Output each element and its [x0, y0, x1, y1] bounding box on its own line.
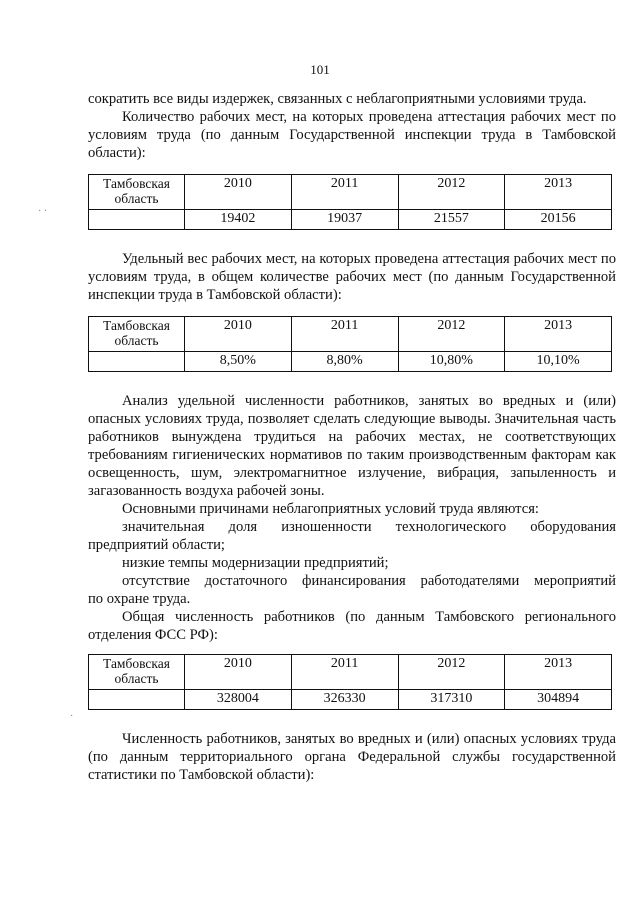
- table-header-year: 2011: [291, 317, 398, 352]
- table-cell-region: Тамбовская область: [89, 655, 185, 690]
- table-cell-value: 304894: [505, 690, 612, 710]
- table-row: [89, 175, 612, 210]
- table-cell-region: Тамбовская область: [89, 175, 185, 210]
- table-cell-empty: [89, 690, 185, 710]
- paragraph-2: Количество рабочих мест, на которых проведена аттестация рабочих мест по условиям труда (по данным Государственной инспекции труда в Тамбовской области):: [88, 109, 616, 161]
- table-total-workers: [88, 654, 612, 710]
- table-cell-value: 10,80%: [398, 352, 505, 372]
- paragraph-4: Анализ удельной численности работников, занятых во вредных и (или) опасных условиях труда, позволяет сделать следующие выводы. Значительная часть работников вынуждена трудиться на рабочих местах, не соответствующих требованиям гигиенических нормативов по таким производственным факторам как освещенность, шум, электромагнитное излучение, вибрация, запыленность и загазованность воздуха рабочей зоны.: [88, 393, 616, 499]
- table-header-year: 2010: [185, 317, 292, 352]
- page-number: 101: [310, 62, 330, 77]
- table-cell-value: 10,10%: [505, 352, 612, 372]
- table-row: [89, 655, 612, 690]
- paragraph-3: Удельный вес рабочих мест, на которых проведена аттестация рабочих мест по условиям труда, в общем количестве рабочих мест (по данным Государственной инспекции труда в Тамбовской области):: [88, 251, 616, 303]
- table-attested-share: [88, 316, 612, 372]
- paragraph-7: Численность работников, занятых во вредных и (или) опасных условиях труда (по данным территориального органа Федеральной службы государственной статистики по Тамбовской области):: [88, 731, 616, 783]
- table-cell-value: 328004: [185, 690, 292, 710]
- table-header-year: 2013: [505, 655, 612, 690]
- table-header-year: 2011: [291, 655, 398, 690]
- list-item-3-line-2: по охране труда.: [88, 591, 191, 607]
- table-header-year: 2012: [398, 317, 505, 352]
- paragraph-6: Общая численность работников (по данным Тамбовского регионального отделения ФСС РФ):: [88, 609, 616, 643]
- paragraph-1: сократить все виды издержек, связанных с неблагоприятными условиями труда.: [88, 91, 587, 107]
- table-row: [89, 317, 612, 352]
- table-cell-value: 8,50%: [185, 352, 292, 372]
- table-cell-empty: [89, 210, 185, 230]
- table-cell-value: 20156: [505, 210, 612, 230]
- table-header-year: 2011: [291, 175, 398, 210]
- table-header-year: 2012: [398, 655, 505, 690]
- list-item-2: низкие темпы модернизации предприятий;: [122, 555, 389, 571]
- table-cell-region: Тамбовская область: [89, 317, 185, 352]
- table-row: [89, 210, 612, 230]
- table-cell-value: 19037: [291, 210, 398, 230]
- scan-speck: · ·: [38, 206, 48, 217]
- table-header-year: 2010: [185, 175, 292, 210]
- table-header-year: 2013: [505, 317, 612, 352]
- table-attested-workplaces: [88, 174, 612, 230]
- table-header-year: 2010: [185, 655, 292, 690]
- table-cell-value: 21557: [398, 210, 505, 230]
- table-cell-value: 8,80%: [291, 352, 398, 372]
- scan-speck: ·: [70, 711, 74, 722]
- list-item-1-line-2: предприятий области;: [88, 537, 225, 553]
- table-header-year: 2012: [398, 175, 505, 210]
- table-row: [89, 690, 612, 710]
- table-row: [89, 352, 612, 372]
- table-cell-value: 19402: [185, 210, 292, 230]
- list-item-3-line-1: отсутствие достаточного финансирования работодателями мероприятий: [122, 573, 616, 589]
- table-cell-value: 326330: [291, 690, 398, 710]
- table-header-year: 2013: [505, 175, 612, 210]
- paragraph-5: Основными причинами неблагоприятных условий труда являются:: [122, 501, 539, 517]
- table-cell-value: 317310: [398, 690, 505, 710]
- list-item-1-line-1: значительная доля изношенности технологического оборудования: [122, 519, 616, 535]
- table-cell-empty: [89, 352, 185, 372]
